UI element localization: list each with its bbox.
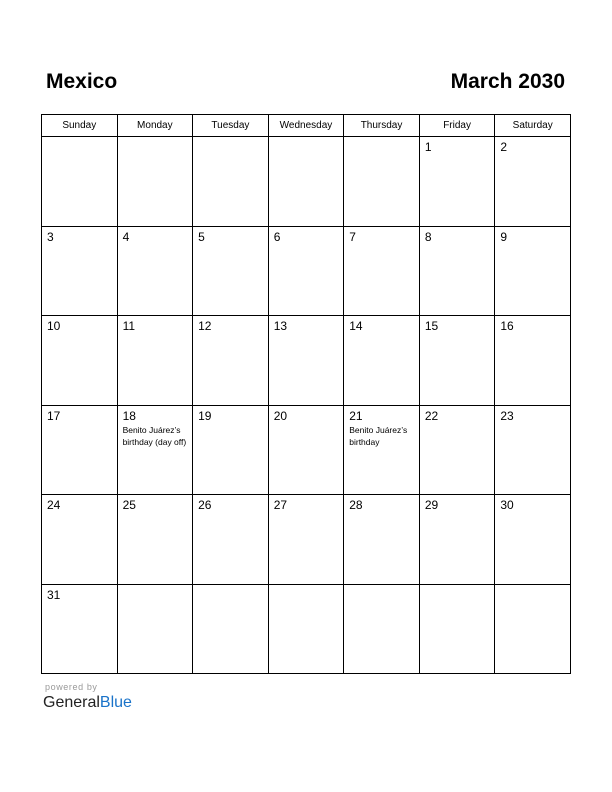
week-row bbox=[42, 405, 571, 495]
day-number bbox=[269, 585, 344, 589]
day-cell bbox=[42, 495, 118, 585]
day-cell bbox=[193, 226, 269, 316]
day-cell bbox=[419, 226, 495, 316]
day-number: 19 bbox=[198, 408, 212, 423]
day-number bbox=[495, 585, 570, 589]
day-cell bbox=[42, 584, 118, 674]
week-row bbox=[42, 495, 571, 585]
weekday-thursday: Thursday bbox=[344, 115, 420, 137]
day-cell bbox=[117, 495, 193, 585]
day-number: 10 bbox=[47, 319, 61, 333]
day-cell bbox=[42, 316, 118, 406]
day-number bbox=[193, 585, 268, 589]
day-cell bbox=[117, 316, 193, 406]
day-number: 11 bbox=[122, 319, 136, 333]
day-number: 9 bbox=[500, 229, 508, 244]
day-number: 18 bbox=[122, 408, 136, 423]
day-number: 20 bbox=[273, 408, 288, 423]
day-number bbox=[344, 585, 419, 589]
day-number: 14 bbox=[349, 319, 363, 333]
brand-logo[interactable] bbox=[43, 694, 132, 712]
day-cell bbox=[117, 584, 193, 674]
day-cell bbox=[268, 137, 344, 227]
day-number: 21 bbox=[349, 408, 363, 423]
day-cell bbox=[344, 137, 420, 227]
day-number: 22 bbox=[424, 408, 439, 423]
day-cell bbox=[344, 226, 420, 316]
day-cell bbox=[117, 405, 193, 495]
day-number: 28 bbox=[349, 498, 363, 512]
day-cell bbox=[193, 584, 269, 674]
day-cell bbox=[193, 495, 269, 585]
day-cell bbox=[193, 316, 269, 406]
weekday-wednesday: Wednesday bbox=[268, 115, 344, 137]
holiday-label: Benito Juárez’s birthday (day off) bbox=[122, 424, 187, 447]
day-number: 26 bbox=[198, 498, 212, 512]
brand-blue-text: Blue bbox=[99, 694, 132, 711]
month-title: March 2030 bbox=[450, 70, 565, 93]
weekday-tuesday: Tuesday bbox=[193, 115, 269, 137]
day-cell bbox=[495, 584, 571, 674]
day-number: 17 bbox=[47, 408, 61, 423]
day-number: 13 bbox=[273, 319, 288, 333]
week-row bbox=[42, 584, 571, 674]
day-number: 4 bbox=[122, 229, 130, 244]
day-cell bbox=[495, 316, 571, 406]
day-number bbox=[42, 137, 117, 141]
day-number: 30 bbox=[500, 498, 514, 512]
week-row bbox=[42, 226, 571, 316]
day-cell bbox=[42, 226, 118, 316]
day-number: 24 bbox=[47, 498, 61, 512]
day-number: 31 bbox=[47, 587, 61, 602]
day-cell bbox=[419, 405, 495, 495]
day-cell bbox=[419, 316, 495, 406]
day-number bbox=[118, 585, 193, 589]
powered-by-label: powered by bbox=[45, 682, 98, 692]
day-number: 16 bbox=[500, 319, 514, 333]
day-cell bbox=[193, 405, 269, 495]
day-number: 23 bbox=[500, 408, 514, 423]
day-number bbox=[118, 137, 193, 141]
day-cell bbox=[344, 495, 420, 585]
day-number: 15 bbox=[424, 319, 439, 333]
day-cell bbox=[268, 405, 344, 495]
day-number: 29 bbox=[424, 498, 439, 512]
day-number bbox=[269, 137, 344, 141]
weekday-friday: Friday bbox=[419, 115, 495, 137]
weekday-header-row bbox=[42, 115, 571, 137]
day-number: 27 bbox=[273, 498, 288, 512]
weekday-sunday: Sunday bbox=[42, 115, 118, 137]
day-cell bbox=[268, 584, 344, 674]
day-number: 25 bbox=[122, 498, 136, 512]
day-cell bbox=[344, 584, 420, 674]
day-cell bbox=[117, 226, 193, 316]
day-cell bbox=[419, 137, 495, 227]
day-cell bbox=[268, 495, 344, 585]
day-number: 8 bbox=[424, 229, 432, 244]
day-number: 1 bbox=[424, 140, 432, 154]
day-cell bbox=[419, 584, 495, 674]
week-row bbox=[42, 316, 571, 406]
weekday-saturday: Saturday bbox=[495, 115, 571, 137]
day-number: 5 bbox=[198, 229, 205, 244]
day-cell bbox=[495, 405, 571, 495]
day-cell bbox=[42, 405, 118, 495]
day-cell bbox=[268, 226, 344, 316]
day-number bbox=[344, 137, 419, 141]
day-cell bbox=[42, 137, 118, 227]
day-number: 2 bbox=[500, 140, 508, 154]
day-cell bbox=[495, 495, 571, 585]
day-number: 12 bbox=[198, 319, 212, 333]
day-number bbox=[420, 585, 495, 589]
day-number: 3 bbox=[47, 229, 54, 244]
day-number: 6 bbox=[273, 229, 281, 244]
day-cell bbox=[193, 137, 269, 227]
brand-general-text: General bbox=[43, 694, 100, 711]
day-cell bbox=[419, 495, 495, 585]
day-cell bbox=[344, 316, 420, 406]
week-row bbox=[42, 137, 571, 227]
day-cell bbox=[117, 137, 193, 227]
holiday-label: Benito Juárez’s birthday bbox=[349, 424, 408, 447]
country-title: Mexico bbox=[46, 70, 118, 93]
weekday-monday: Monday bbox=[117, 115, 193, 137]
day-cell bbox=[344, 405, 420, 495]
calendar-grid bbox=[41, 114, 571, 674]
day-cell bbox=[268, 316, 344, 406]
day-number bbox=[193, 137, 268, 141]
day-number: 7 bbox=[349, 229, 356, 244]
day-cell bbox=[495, 226, 571, 316]
day-cell bbox=[495, 137, 571, 227]
